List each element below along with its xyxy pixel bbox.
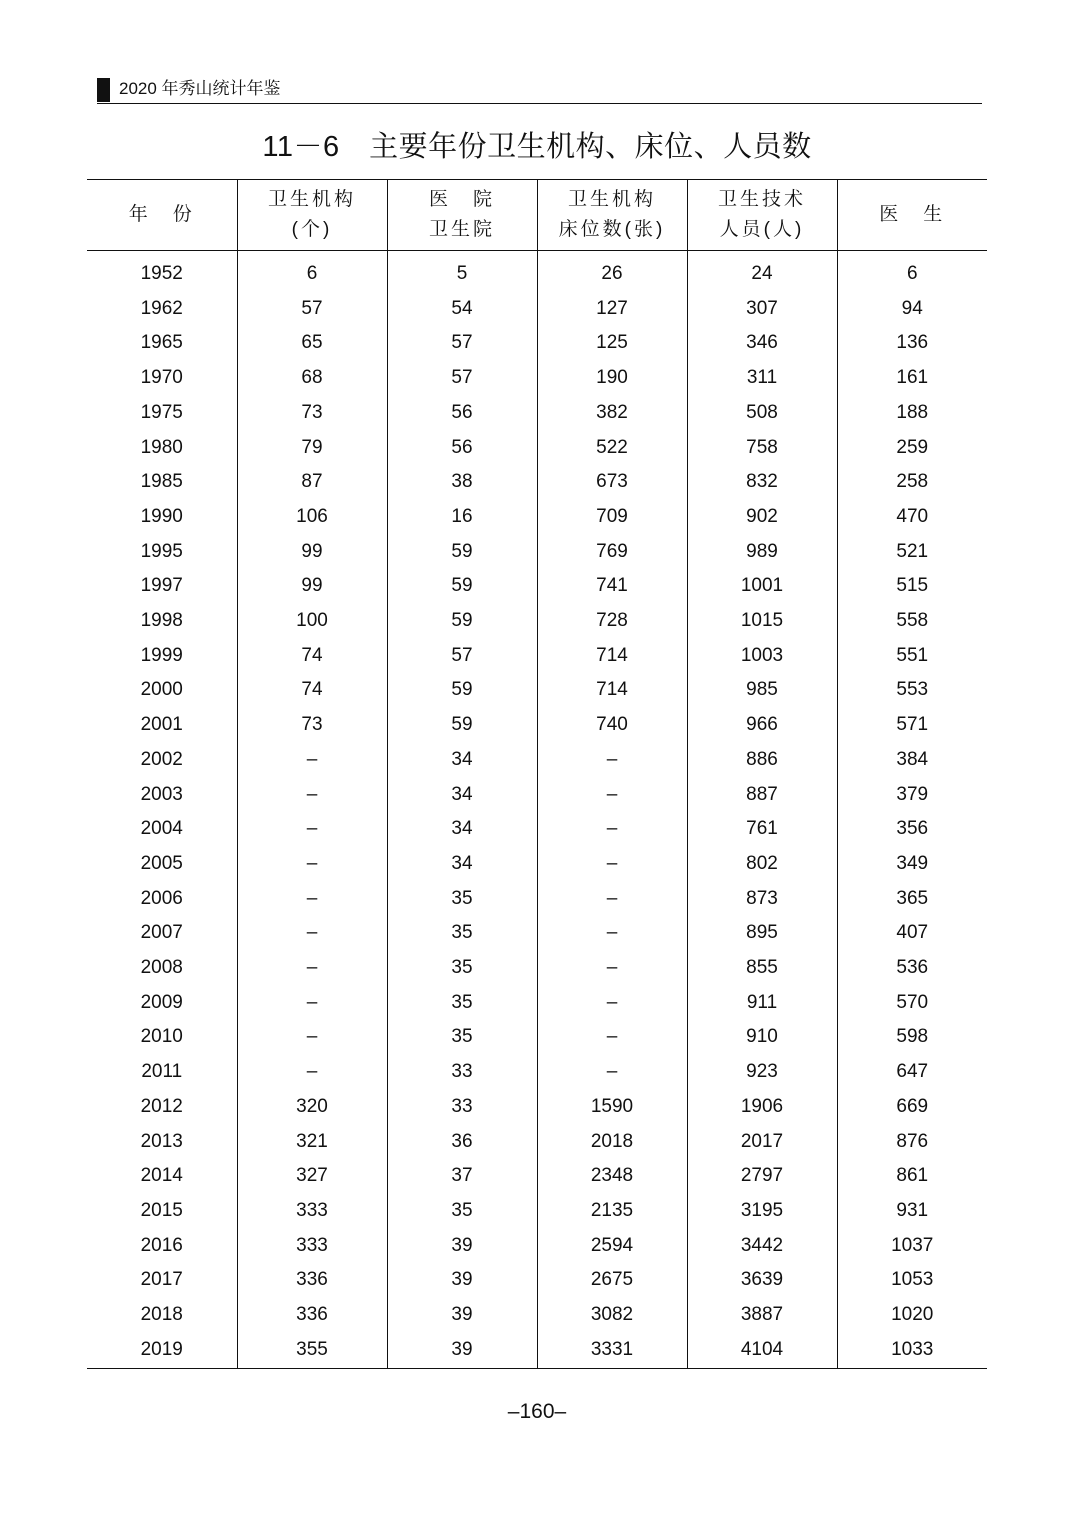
table-cell: 6: [237, 251, 387, 292]
table-cell: 2797: [687, 1159, 837, 1194]
table-row: [87, 743, 987, 778]
table-row: [87, 569, 987, 604]
table-cell: 73: [237, 708, 387, 743]
column-header-institutions: [237, 180, 387, 251]
table-cell: 35: [387, 951, 537, 986]
table-cell: 761: [687, 812, 837, 847]
year-cell: 1980: [140, 436, 183, 458]
table-cell: 73: [237, 396, 387, 431]
table-cell: 3442: [687, 1229, 837, 1264]
column-header-hospitals: [387, 180, 537, 251]
table-cell: 2594: [537, 1229, 687, 1264]
table-cell: 1590: [537, 1090, 687, 1125]
table-row: [87, 251, 987, 292]
table-cell: 3887: [687, 1298, 837, 1333]
table-cell: 802: [687, 847, 837, 882]
table-cell: 100: [237, 604, 387, 639]
table-cell: 54: [387, 292, 537, 327]
table-cell: 34: [387, 778, 537, 813]
table-cell: 887: [687, 778, 837, 813]
table-cell: 365: [837, 882, 987, 917]
table-cell: 521: [837, 535, 987, 570]
table-cell: 35: [387, 1194, 537, 1229]
table-cell: 259: [837, 431, 987, 466]
year-cell: 2016: [140, 1234, 183, 1256]
table-cell: 56: [387, 431, 537, 466]
column-header-line: 卫生院: [428, 219, 495, 240]
table-row: [87, 604, 987, 639]
table-cell: 333: [237, 1229, 387, 1264]
table-row: [87, 986, 987, 1021]
header-marker-bar: [97, 78, 110, 102]
table-cell: 669: [837, 1090, 987, 1125]
year-cell: 2010: [140, 1026, 183, 1048]
table-cell: 258: [837, 465, 987, 500]
table-cell: 336: [237, 1298, 387, 1333]
year-cell: 2014: [140, 1165, 183, 1187]
table-cell: 336: [237, 1263, 387, 1298]
table-cell: 2135: [537, 1194, 687, 1229]
table-row: [87, 778, 987, 813]
table-cell: 571: [837, 708, 987, 743]
table-cell: 57: [387, 361, 537, 396]
table-cell: 536: [837, 951, 987, 986]
table-cell: 346: [687, 326, 837, 361]
year-cell: 2018: [140, 1304, 183, 1326]
table-cell: 832: [687, 465, 837, 500]
table-cell: 551: [837, 639, 987, 674]
year-cell: 2017: [140, 1269, 183, 1291]
table-header-row: [87, 180, 987, 251]
table-cell: 39: [387, 1229, 537, 1264]
table-row: [87, 292, 987, 327]
table-row: [87, 1090, 987, 1125]
table-cell: 1020: [837, 1298, 987, 1333]
table-cell: 902: [687, 500, 837, 535]
year-cell: 2011: [141, 1061, 183, 1083]
table-cell: 59: [387, 604, 537, 639]
table-cell: 74: [237, 673, 387, 708]
table-cell: –: [237, 951, 387, 986]
table-cell: –: [537, 778, 687, 813]
table-row: [87, 535, 987, 570]
health-statistics-table: [87, 179, 987, 1369]
table-row: [87, 500, 987, 535]
table-cell: 59: [387, 673, 537, 708]
table-cell: 1053: [837, 1263, 987, 1298]
table-cell: –: [237, 778, 387, 813]
table-cell: 769: [537, 535, 687, 570]
table-cell: 94: [837, 292, 987, 327]
table-cell: 74: [237, 639, 387, 674]
table-cell: –: [537, 812, 687, 847]
table-row: [87, 1194, 987, 1229]
table-cell: –: [537, 743, 687, 778]
table-cell: 598: [837, 1020, 987, 1055]
table-cell: 470: [837, 500, 987, 535]
table-cell: 106: [237, 500, 387, 535]
table-cell: 5: [387, 251, 537, 292]
table-cell: 553: [837, 673, 987, 708]
year-cell: 2019: [87, 1333, 237, 1368]
column-header-technical-staff: [687, 180, 837, 251]
table-cell: 355: [237, 1333, 387, 1368]
column-header-line: 医 院: [428, 189, 495, 210]
table-row: [87, 708, 987, 743]
page-number: –160–: [507, 1400, 567, 1423]
table-cell: 188: [837, 396, 987, 431]
year-cell: 1970: [140, 367, 183, 389]
table-cell: –: [537, 882, 687, 917]
table-cell: –: [537, 916, 687, 951]
year-cell: 2000: [140, 679, 183, 701]
table-cell: 24: [687, 251, 837, 292]
table-cell: 985: [687, 673, 837, 708]
year-cell: 2009: [140, 991, 183, 1013]
table-cell: 673: [537, 465, 687, 500]
table-row: [87, 951, 987, 986]
table-cell: 1003: [687, 639, 837, 674]
table-cell: –: [237, 743, 387, 778]
table-row: [87, 431, 987, 466]
table-cell: –: [237, 1020, 387, 1055]
table-cell: 384: [837, 743, 987, 778]
column-header-line: (个): [291, 219, 333, 240]
table-cell: 861: [837, 1159, 987, 1194]
table-row: [87, 361, 987, 396]
table-cell: 99: [237, 535, 387, 570]
year-cell: 2007: [140, 922, 183, 944]
table-row: [87, 1229, 987, 1264]
table-cell: 99: [237, 569, 387, 604]
table-cell: 34: [387, 812, 537, 847]
year-cell: 2008: [140, 957, 183, 979]
table-cell: 190: [537, 361, 687, 396]
column-header-line: 人员(人): [719, 219, 805, 240]
year-cell: 1965: [140, 332, 183, 354]
table-cell: 57: [387, 639, 537, 674]
table-cell: 39: [387, 1298, 537, 1333]
table-cell: 2018: [537, 1125, 687, 1160]
table-cell: 57: [387, 326, 537, 361]
year-cell: 2005: [140, 852, 183, 874]
table-row: [87, 1263, 987, 1298]
table-cell: –: [537, 951, 687, 986]
table-cell: 508: [687, 396, 837, 431]
table-row: [87, 465, 987, 500]
table-cell: 923: [687, 1055, 837, 1090]
year-cell: 2015: [140, 1199, 183, 1221]
table-row: [87, 1055, 987, 1090]
table-cell: 38: [387, 465, 537, 500]
table-row: [87, 916, 987, 951]
table-cell: 125: [537, 326, 687, 361]
table-row: [87, 396, 987, 431]
table-cell: 886: [687, 743, 837, 778]
table-cell: 758: [687, 431, 837, 466]
table-row: [87, 1125, 987, 1160]
table-cell: 4104: [687, 1333, 837, 1368]
table-cell: 3639: [687, 1263, 837, 1298]
table-cell: 37: [387, 1159, 537, 1194]
table-cell: 407: [837, 916, 987, 951]
table-cell: 379: [837, 778, 987, 813]
table-cell: 311: [687, 361, 837, 396]
year-cell: 2003: [140, 783, 183, 805]
table-cell: –: [237, 916, 387, 951]
table-cell: 36: [387, 1125, 537, 1160]
table-cell: 3195: [687, 1194, 837, 1229]
year-cell: 1998: [140, 610, 183, 632]
table-cell: 68: [237, 361, 387, 396]
table-cell: 65: [237, 326, 387, 361]
table-cell: 35: [387, 986, 537, 1021]
page-header: [97, 76, 982, 104]
column-header-doctors: [837, 180, 987, 251]
table-cell: 333: [237, 1194, 387, 1229]
table-cell: 895: [687, 916, 837, 951]
table-cell: 57: [237, 292, 387, 327]
table-row: [87, 1020, 987, 1055]
column-header-beds: [537, 180, 687, 251]
table-cell: 741: [537, 569, 687, 604]
table-cell: 356: [837, 812, 987, 847]
column-header-line: 卫生技术: [717, 189, 806, 210]
table-cell: 327: [237, 1159, 387, 1194]
table-cell: 307: [687, 292, 837, 327]
table-cell: 320: [237, 1090, 387, 1125]
table-cell: 714: [537, 673, 687, 708]
column-header-year: [87, 180, 237, 251]
table-cell: 59: [387, 535, 537, 570]
table-row: [87, 326, 987, 361]
table-cell: 709: [537, 500, 687, 535]
table-body: [87, 251, 987, 1369]
table-title: 11－6 主要年份卫生机构、床位、人员数: [262, 131, 812, 163]
table-cell: 3331: [537, 1333, 687, 1368]
table-cell: 2675: [537, 1263, 687, 1298]
column-header-line: 床位数(张): [558, 219, 666, 240]
table-cell: 966: [687, 708, 837, 743]
table-cell: 56: [387, 396, 537, 431]
table-cell: –: [237, 847, 387, 882]
table-cell: 349: [837, 847, 987, 882]
column-header-line: 卫生机构: [267, 189, 356, 210]
table-row: [87, 1159, 987, 1194]
table-cell: 26: [537, 251, 687, 292]
table-cell: –: [537, 1020, 687, 1055]
table-row: [87, 639, 987, 674]
table-cell: –: [537, 986, 687, 1021]
table-cell: 321: [237, 1125, 387, 1160]
year-cell: 1975: [140, 401, 183, 423]
table-cell: 136: [837, 326, 987, 361]
table-cell: 876: [837, 1125, 987, 1160]
table-cell: –: [537, 847, 687, 882]
table-cell: 35: [387, 1020, 537, 1055]
table-cell: 79: [237, 431, 387, 466]
table-cell: 740: [537, 708, 687, 743]
table-cell: –: [237, 882, 387, 917]
table-cell: 522: [537, 431, 687, 466]
year-cell: 2006: [140, 887, 183, 909]
year-cell: 2013: [140, 1130, 183, 1152]
table-cell: 1033: [837, 1333, 987, 1368]
yearbook-title: 2020 年秀山统计年鉴: [119, 79, 281, 98]
table-cell: 34: [387, 847, 537, 882]
table-cell: 34: [387, 743, 537, 778]
column-header-line: 年 份: [128, 204, 195, 225]
year-cell: 1990: [140, 505, 183, 527]
table-row: [87, 1333, 987, 1368]
table-cell: 6: [837, 251, 987, 292]
table-cell: 59: [387, 708, 537, 743]
table-cell: 989: [687, 535, 837, 570]
year-cell: 1985: [140, 471, 183, 493]
column-header-line: 卫生机构: [567, 189, 656, 210]
table-cell: 911: [687, 986, 837, 1021]
table-cell: 3082: [537, 1298, 687, 1333]
year-cell: 1999: [140, 644, 183, 666]
table-cell: 127: [537, 292, 687, 327]
table-cell: –: [237, 986, 387, 1021]
year-cell: 2012: [140, 1095, 183, 1117]
table-cell: 1906: [687, 1090, 837, 1125]
year-cell: 1997: [140, 575, 183, 597]
table-cell: 1001: [687, 569, 837, 604]
table-cell: 515: [837, 569, 987, 604]
table-row: [87, 812, 987, 847]
table-cell: 161: [837, 361, 987, 396]
table-cell: 1037: [837, 1229, 987, 1264]
table-cell: 35: [387, 916, 537, 951]
table-cell: 16: [387, 500, 537, 535]
year-cell: 1962: [140, 297, 183, 319]
year-cell: 2002: [140, 748, 183, 770]
table-cell: 873: [687, 882, 837, 917]
table-row: [87, 673, 987, 708]
table-cell: 855: [687, 951, 837, 986]
table-cell: 39: [387, 1333, 537, 1368]
table-cell: –: [537, 1055, 687, 1090]
table-cell: 931: [837, 1194, 987, 1229]
year-cell: 1995: [140, 540, 183, 562]
table-cell: 728: [537, 604, 687, 639]
table-row: [87, 1298, 987, 1333]
table-cell: 382: [537, 396, 687, 431]
year-cell: 1952: [140, 263, 183, 284]
table-cell: 39: [387, 1263, 537, 1298]
table-cell: 87: [237, 465, 387, 500]
table-row: [87, 847, 987, 882]
table-cell: –: [237, 812, 387, 847]
table-cell: 59: [387, 569, 537, 604]
year-cell: 2001: [140, 714, 183, 736]
table-cell: –: [237, 1055, 387, 1090]
table-cell: 714: [537, 639, 687, 674]
table-cell: 2348: [537, 1159, 687, 1194]
table-cell: 1015: [687, 604, 837, 639]
table-cell: 910: [687, 1020, 837, 1055]
table-row: [87, 882, 987, 917]
table-cell: 647: [837, 1055, 987, 1090]
table-cell: 558: [837, 604, 987, 639]
table-cell: 33: [387, 1055, 537, 1090]
table-cell: 2017: [687, 1125, 837, 1160]
table-cell: 35: [387, 882, 537, 917]
year-cell: 2004: [140, 818, 183, 840]
table-cell: 33: [387, 1090, 537, 1125]
column-header-line: 医 生: [879, 204, 946, 225]
table-cell: 570: [837, 986, 987, 1021]
